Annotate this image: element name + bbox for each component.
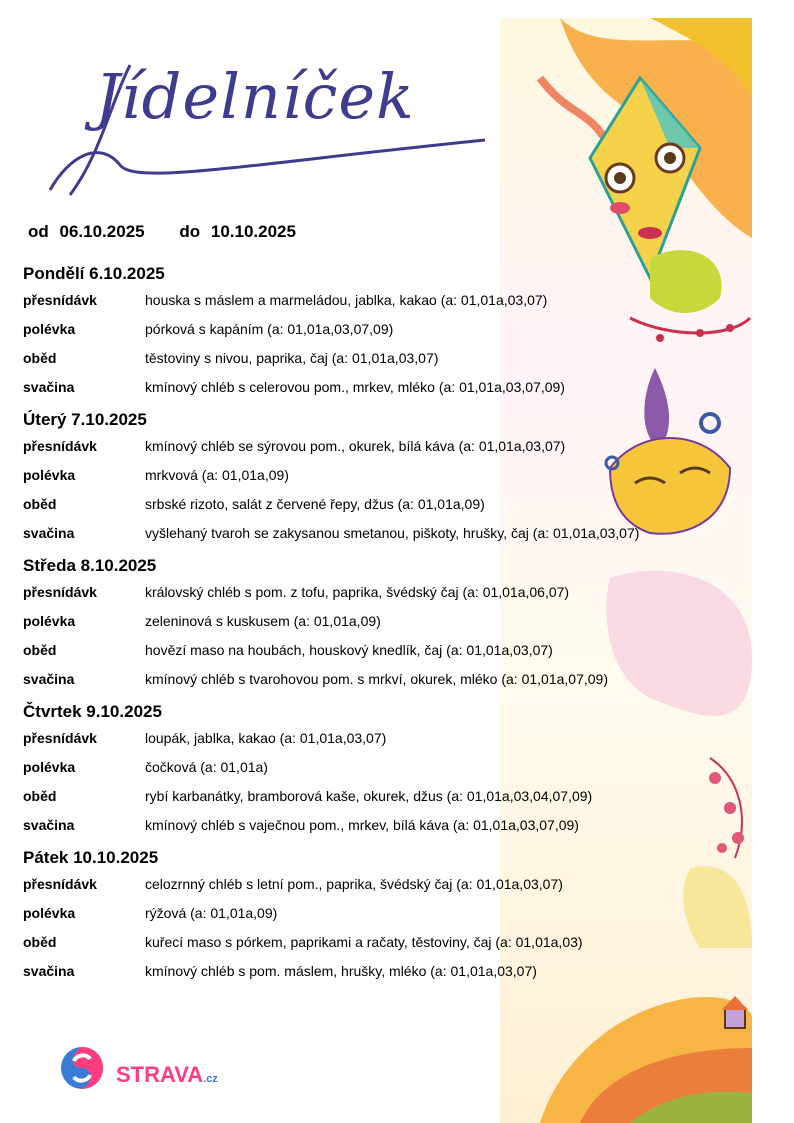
meal-label: svačina bbox=[23, 379, 75, 395]
meal-label: oběd bbox=[23, 496, 57, 512]
meal-description: čočková (a: 01,01a) bbox=[145, 759, 268, 775]
meal-row bbox=[23, 461, 763, 490]
to-label: do bbox=[179, 222, 201, 241]
meal-label: polévka bbox=[23, 321, 76, 337]
day-heading: Pátek 10.10.2025 bbox=[23, 848, 159, 867]
weekly-menu bbox=[23, 262, 763, 986]
meal-row bbox=[23, 490, 763, 519]
from-date: 06.10.2025 bbox=[59, 222, 145, 241]
meal-label: svačina bbox=[23, 525, 75, 541]
meal-label: svačina bbox=[23, 671, 75, 687]
meal-description: těstoviny s nivou, paprika, čaj (a: 01,01a,03,07) bbox=[145, 350, 439, 366]
meal-label: svačina bbox=[23, 817, 75, 833]
page-title: Jídelníček bbox=[95, 60, 415, 133]
meal-row bbox=[23, 315, 763, 344]
from-label: od bbox=[28, 222, 49, 241]
meal-label: polévka bbox=[23, 905, 76, 921]
meal-row bbox=[23, 344, 763, 373]
meal-row bbox=[23, 636, 763, 665]
meal-row bbox=[23, 724, 763, 753]
meal-row bbox=[23, 578, 763, 607]
meal-label: přesnídávk bbox=[23, 292, 97, 308]
meal-row bbox=[23, 811, 763, 840]
meal-description: kmínový chléb s pom. máslem, hrušky, mléko (a: 01,01a,03,07) bbox=[145, 963, 537, 979]
meal-label: polévka bbox=[23, 613, 76, 629]
meal-row bbox=[23, 519, 763, 548]
meal-row bbox=[23, 957, 763, 986]
meal-row bbox=[23, 432, 763, 461]
meal-row bbox=[23, 782, 763, 811]
meal-row bbox=[23, 753, 763, 782]
meal-label: oběd bbox=[23, 642, 57, 658]
meal-description: královský chléb s pom. z tofu, paprika, švédský čaj (a: 01,01a,06,07) bbox=[145, 584, 570, 600]
day-heading: Úterý 7.10.2025 bbox=[23, 410, 147, 429]
meal-row bbox=[23, 899, 763, 928]
meal-label: přesnídávk bbox=[23, 730, 97, 746]
meal-description: srbské rizoto, salát z červené řepy, džus (a: 01,01a,09) bbox=[145, 496, 485, 512]
meal-label: oběd bbox=[23, 350, 57, 366]
meal-row bbox=[23, 870, 763, 899]
day-block bbox=[23, 846, 763, 986]
day-block bbox=[23, 700, 763, 840]
meal-row bbox=[23, 607, 763, 636]
to-date: 10.10.2025 bbox=[210, 222, 296, 241]
meal-description: kuřecí maso s pórkem, paprikami a račaty, těstoviny, čaj (a: 01,01a,03) bbox=[145, 934, 583, 950]
meal-description: pórková s kapáním (a: 01,01a,03,07,09) bbox=[145, 321, 394, 337]
meal-row bbox=[23, 373, 763, 402]
meal-description: celozrnný chléb s letní pom., paprika, švédský čaj (a: 01,01a,03,07) bbox=[145, 876, 563, 892]
meal-label: přesnídávk bbox=[23, 876, 97, 892]
meal-description: kmínový chléb s tvarohovou pom. s mrkví, okurek, mléko (a: 01,01a,07,09) bbox=[145, 671, 608, 687]
meal-row bbox=[23, 928, 763, 957]
day-block bbox=[23, 554, 763, 694]
date-range bbox=[28, 222, 296, 242]
meal-description: houska s máslem a marmeládou, jablka, kakao (a: 01,01a,03,07) bbox=[145, 292, 548, 308]
meal-label: oběd bbox=[23, 934, 57, 950]
meal-description: zeleninová s kuskusem (a: 01,01a,09) bbox=[145, 613, 381, 629]
meal-description: rýžová (a: 01,01a,09) bbox=[145, 905, 278, 921]
meal-label: přesnídávk bbox=[23, 584, 97, 600]
logo-name: STRAVA bbox=[116, 1062, 204, 1087]
logo-suffix: .cz bbox=[203, 1073, 218, 1085]
meal-label: svačina bbox=[23, 963, 75, 979]
meal-description: kmínový chléb s vaječnou pom., mrkev, bílá káva (a: 01,01a,03,07,09) bbox=[145, 817, 579, 833]
meal-label: oběd bbox=[23, 788, 57, 804]
meal-description: kmínový chléb se sýrovou pom., okurek, bílá káva (a: 01,01a,03,07) bbox=[145, 438, 566, 454]
meal-description: kmínový chléb s celerovou pom., mrkev, mléko (a: 01,01a,03,07,09) bbox=[145, 379, 565, 395]
meal-label: přesnídávk bbox=[23, 438, 97, 454]
meal-description: hovězí maso na houbách, houskový knedlík, čaj (a: 01,01a,03,07) bbox=[145, 642, 553, 658]
meal-description: mrkvová (a: 01,01a,09) bbox=[145, 467, 289, 483]
meal-row bbox=[23, 665, 763, 694]
strava-logo-text bbox=[116, 1062, 218, 1088]
meal-row bbox=[23, 286, 763, 315]
meal-description: vyšlehaný tvaroh se zakysanou smetanou, piškoty, hrušky, čaj (a: 01,01a,03,07) bbox=[145, 525, 640, 541]
meal-label: polévka bbox=[23, 759, 76, 775]
meal-label: polévka bbox=[23, 467, 76, 483]
meal-description: rybí karbanátky, bramborová kaše, okurek, džus (a: 01,01a,03,04,07,09) bbox=[145, 788, 593, 804]
day-block bbox=[23, 408, 763, 548]
meal-description: loupák, jablka, kakao (a: 01,01a,03,07) bbox=[145, 730, 387, 746]
day-heading: Čtvrtek 9.10.2025 bbox=[23, 702, 162, 721]
day-block bbox=[23, 262, 763, 402]
day-heading: Pondělí 6.10.2025 bbox=[23, 264, 165, 283]
day-heading: Středa 8.10.2025 bbox=[23, 556, 157, 575]
